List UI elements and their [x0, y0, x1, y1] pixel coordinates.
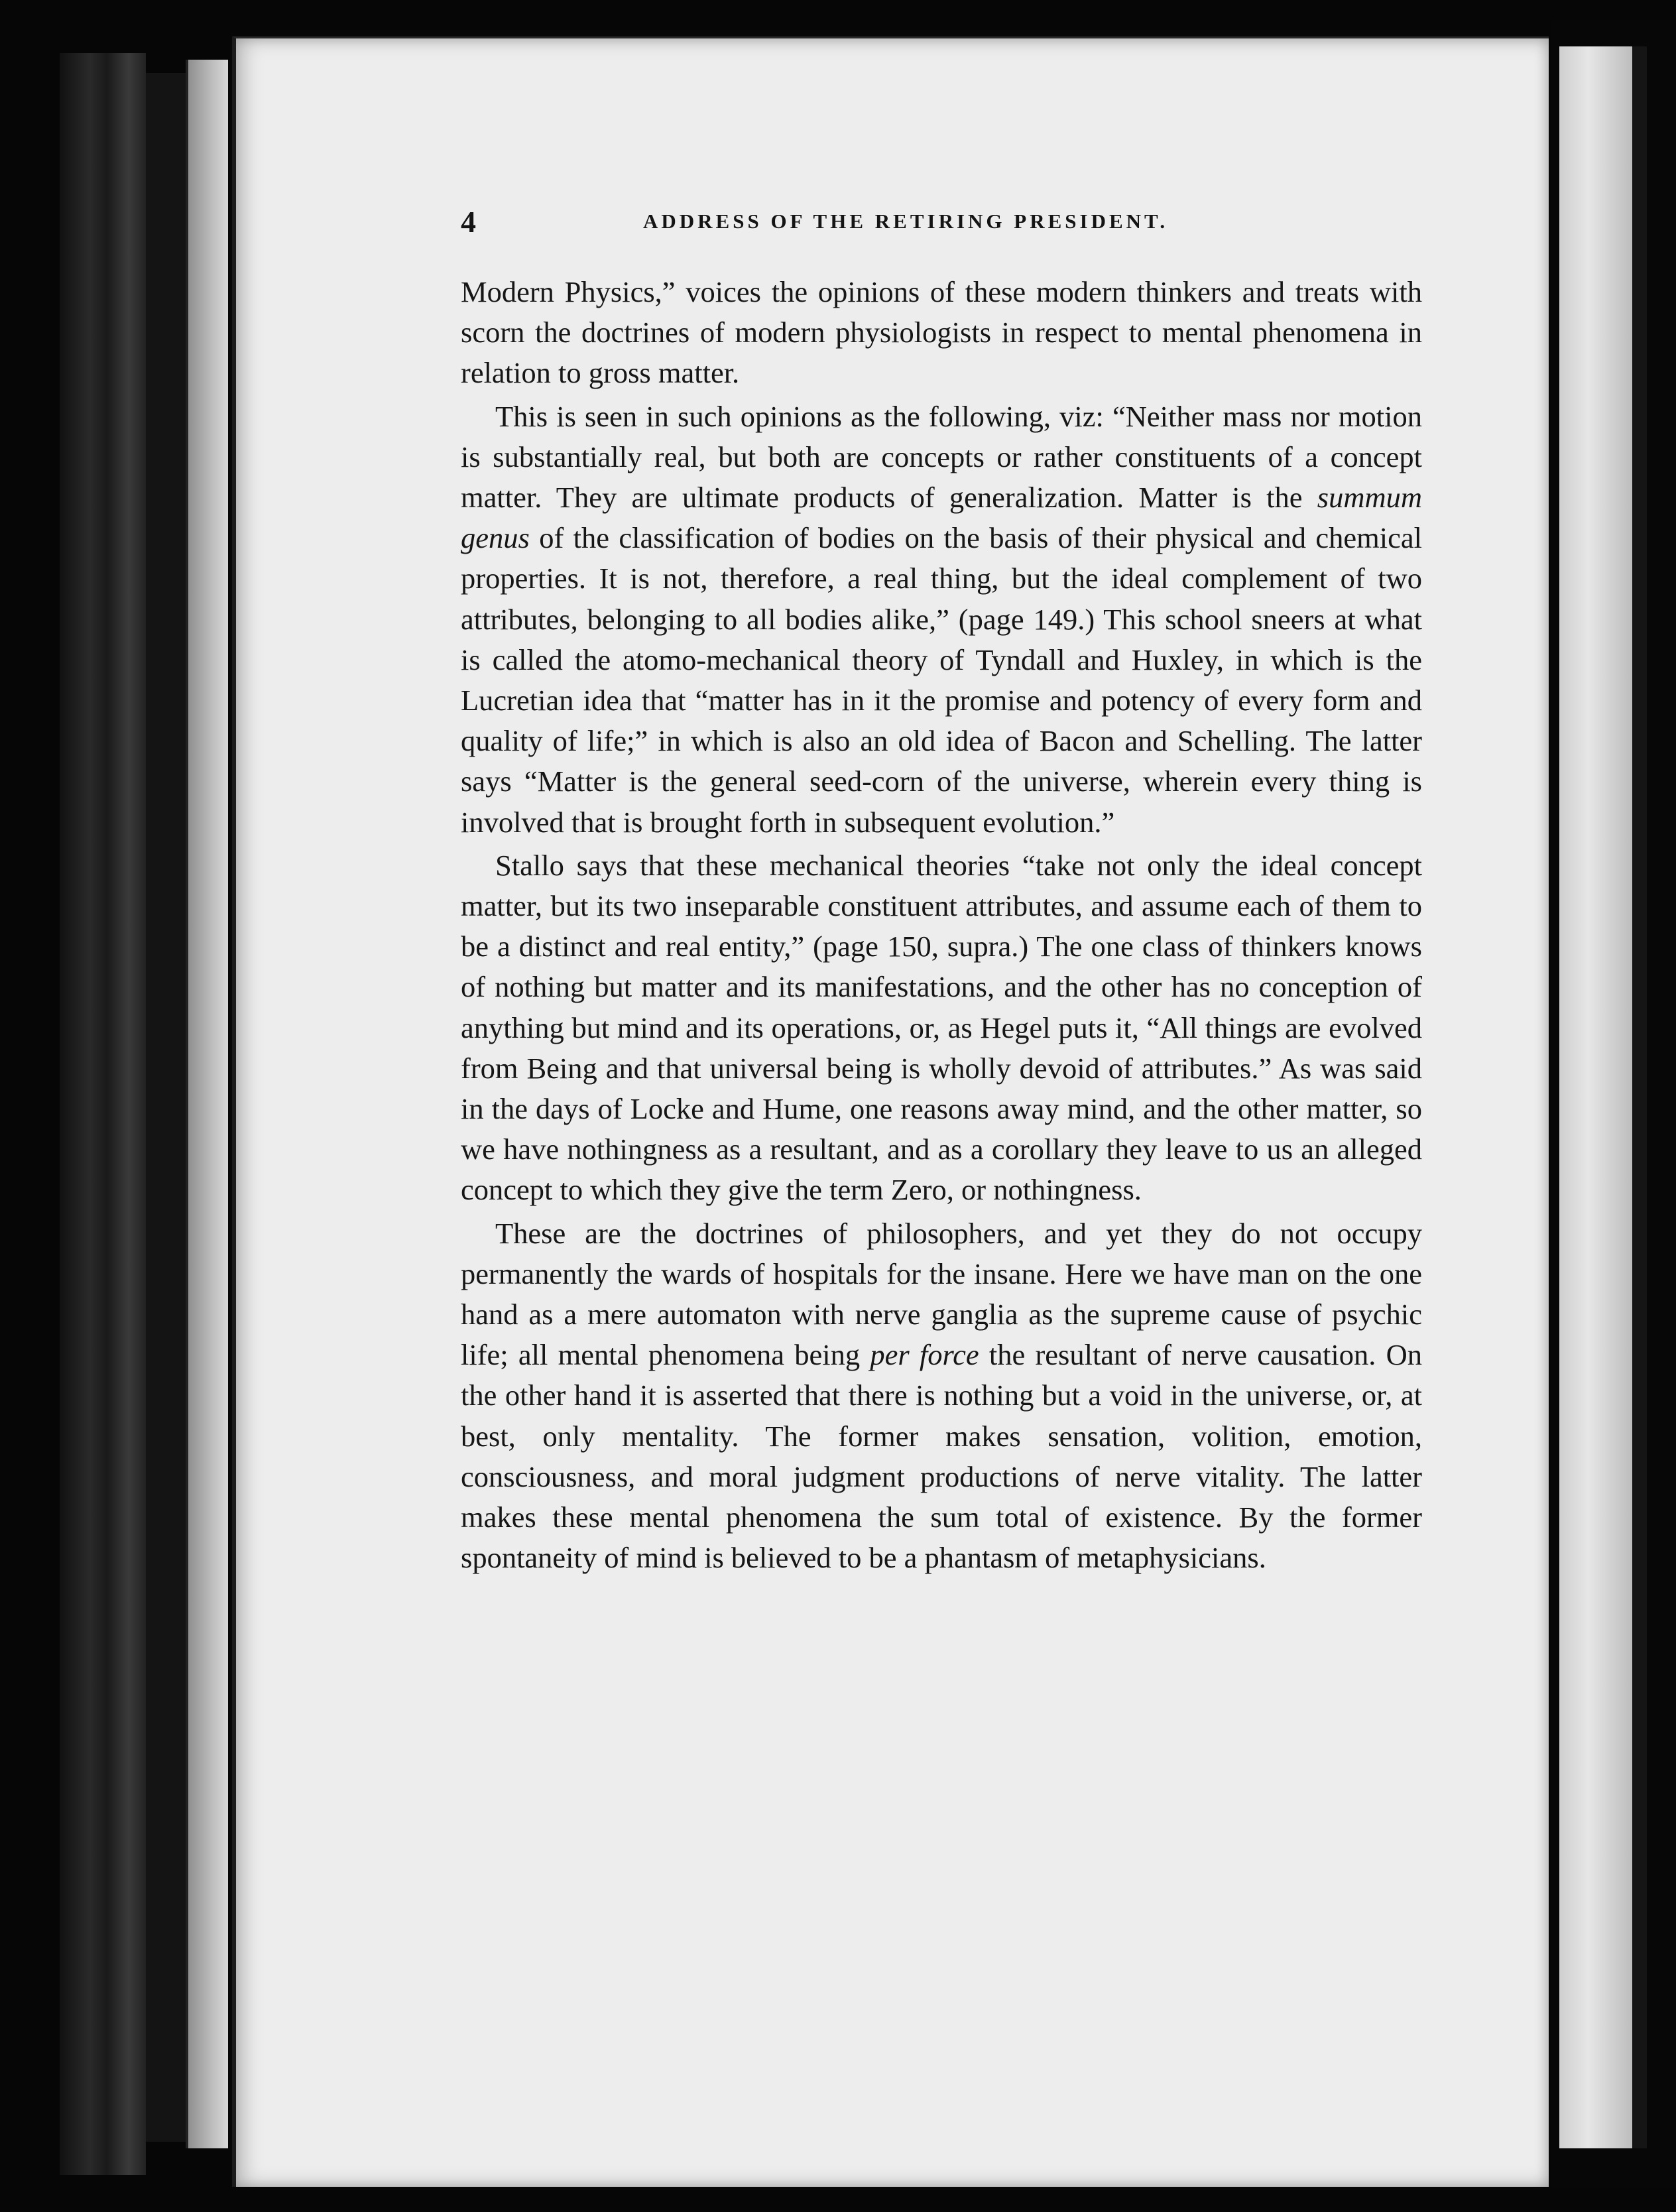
- italic-text-run: summum genus: [461, 481, 1422, 555]
- text-run: These are the doctrines of philosophers, and yet they do not occupy permanently the wards of hospitals for the insane. Here we have man on the one hand as a mere automaton with nerve ganglia as the supreme cause of psychic life; all mental phenomena being: [461, 1216, 1422, 1372]
- paragraph: [461, 397, 1422, 843]
- paragraph: [461, 272, 1422, 394]
- book-spine: [60, 53, 146, 2175]
- facing-page-gutter: [1632, 46, 1647, 2148]
- text-run: the resultant of nerve causation. On the other hand it is asserted that there is nothing but a void in the universe, or, at best, only mentality. The former makes sensation, volition, emotion, consciousness, and moral judgment productions of nerve vitality. The latter makes these mental phenomena the sum total of existence. By the former spontaneity of mind is believed to be a phantasm of metaphysicians.: [461, 1338, 1422, 1575]
- facing-page-edge: [1559, 46, 1632, 2148]
- text-run: Modern Physics,” voices the opinions of these modern thinkers and treats with scorn the doctrines of modern physiologists in respect to mental phenomena in relation to gross matter.: [461, 275, 1422, 390]
- body-text: [461, 272, 1422, 1579]
- page-number: 4: [461, 205, 476, 239]
- text-run: Stallo says that these mechanical theories “take not only the ideal concept matter, but its two inseparable constituent attributes, and assume each of them to be a distinct and real entity,” (page 150, supra.) The one class of thinkers knows of nothing but matter and its manifestations, and the other has no conception of anything but mind and its operations, or, as Hegel puts it, “All things are evolved from Being and that universal being is wholly devoid of attributes.” As was said in the days of Locke and Hume, one reasons away mind, and the other matter, so we have nothingness as a resultant, and as a corollary they leave to us an alleged concept to which they give the term Zero, or nothingness.: [461, 848, 1422, 1207]
- running-head: [461, 204, 1422, 244]
- paragraph: [461, 1213, 1422, 1579]
- running-head-title: ADDRESS OF THE RETIRING PRESIDENT.: [643, 210, 1169, 233]
- italic-text-run: per force: [870, 1338, 979, 1372]
- text-run: This is seen in such opinions as the following, viz: “Neither mass nor motion is substantially real, but both are concepts or rather constituents of a concept matter. They are ultimate products of generalization. Matter is the: [461, 399, 1422, 515]
- text-run: of the classification of bodies on the basis of their physical and chemical properties. It is not, therefore, a real thing, but the ideal complement of two attributes, belonging to all bodies alike,” (page 149.) This school sneers at what is called the atomo-mechanical theory of Tyndall and Huxley, in which is the Lucretian idea that “matter has in it the promise and potency of every form and quality of life;” in which is also an old idea of Bacon and Schelling. The latter says “Matter is the general seed-corn of the universe, wherein every thing is involved that is brought forth in subsequent evolution.”: [461, 521, 1422, 839]
- stacked-page-edges: [186, 60, 228, 2148]
- paragraph: [461, 845, 1422, 1211]
